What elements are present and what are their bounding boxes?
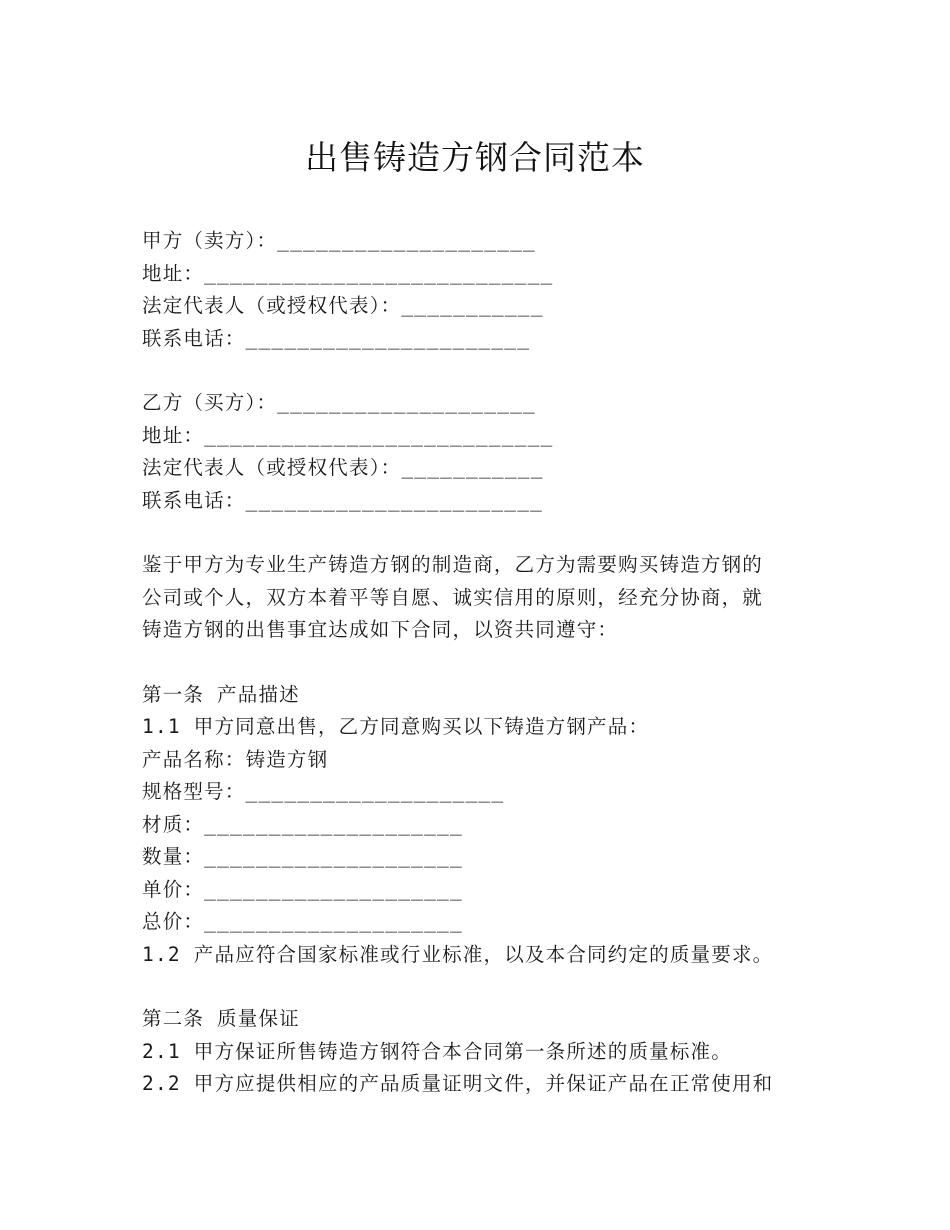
article-2-heading: 第二条 质量保证	[142, 1007, 300, 1030]
article-2	[142, 1003, 802, 1101]
quantity-field: 数量：____________________	[142, 845, 463, 868]
party-a-phone: 联系电话：______________________	[142, 326, 531, 350]
party-b-phone: 联系电话：_______________________	[142, 488, 544, 512]
preamble-line: 公司或个人，双方本着平等自愿、诚实信用的原则，经充分协商，就	[142, 585, 764, 609]
party-b-block	[142, 387, 802, 517]
party-a-address: 地址：___________________________	[142, 261, 554, 285]
spacer	[142, 971, 802, 1003]
unit-price-field: 单价：____________________	[142, 877, 463, 901]
party-a-representative: 法定代表人（或授权代表）：___________	[142, 294, 544, 317]
party-a-block	[142, 225, 802, 355]
party-b-address: 地址：___________________________	[142, 423, 554, 447]
article-2-clause: 2.1 甲方保证所售铸造方钢符合本合同第一条所述的质量标准。	[142, 1039, 732, 1063]
spacer	[142, 355, 802, 387]
article-1	[142, 679, 802, 972]
total-price-field: 总价：____________________	[142, 910, 463, 933]
document-title: 出售铸造方钢合同范本	[305, 138, 645, 177]
spacer	[142, 517, 802, 549]
article-2-clause: 2.2 甲方应提供相应的产品质量证明文件，并保证产品在正常使用和	[142, 1072, 774, 1095]
material-field: 材质：____________________	[142, 812, 463, 836]
party-b-representative: 法定代表人（或授权代表）：___________	[142, 456, 544, 479]
party-b-name: 乙方（买方）：____________________	[142, 391, 536, 414]
document-body	[142, 225, 802, 1101]
preamble-paragraph	[142, 549, 802, 647]
preamble-line: 鉴于甲方为专业生产铸造方钢的制造商，乙方为需要购买铸造方钢的	[142, 553, 764, 576]
spacer	[142, 647, 802, 679]
spec-model-field: 规格型号：____________________	[142, 780, 505, 803]
article-1-heading: 第一条 产品描述	[142, 682, 300, 706]
party-a-name: 甲方（卖方）：____________________	[142, 229, 536, 252]
preamble-line: 铸造方钢的出售事宜达成如下合同，以资共同遵守：	[142, 618, 619, 641]
product-name-field: 产品名称：铸造方钢	[142, 747, 329, 771]
article-1-clause: 1.1 甲方同意出售，乙方同意购买以下铸造方钢产品：	[142, 715, 650, 738]
article-1-clause: 1.2 产品应符合国家标准或行业标准，以及本合同约定的质量要求。	[142, 942, 774, 966]
